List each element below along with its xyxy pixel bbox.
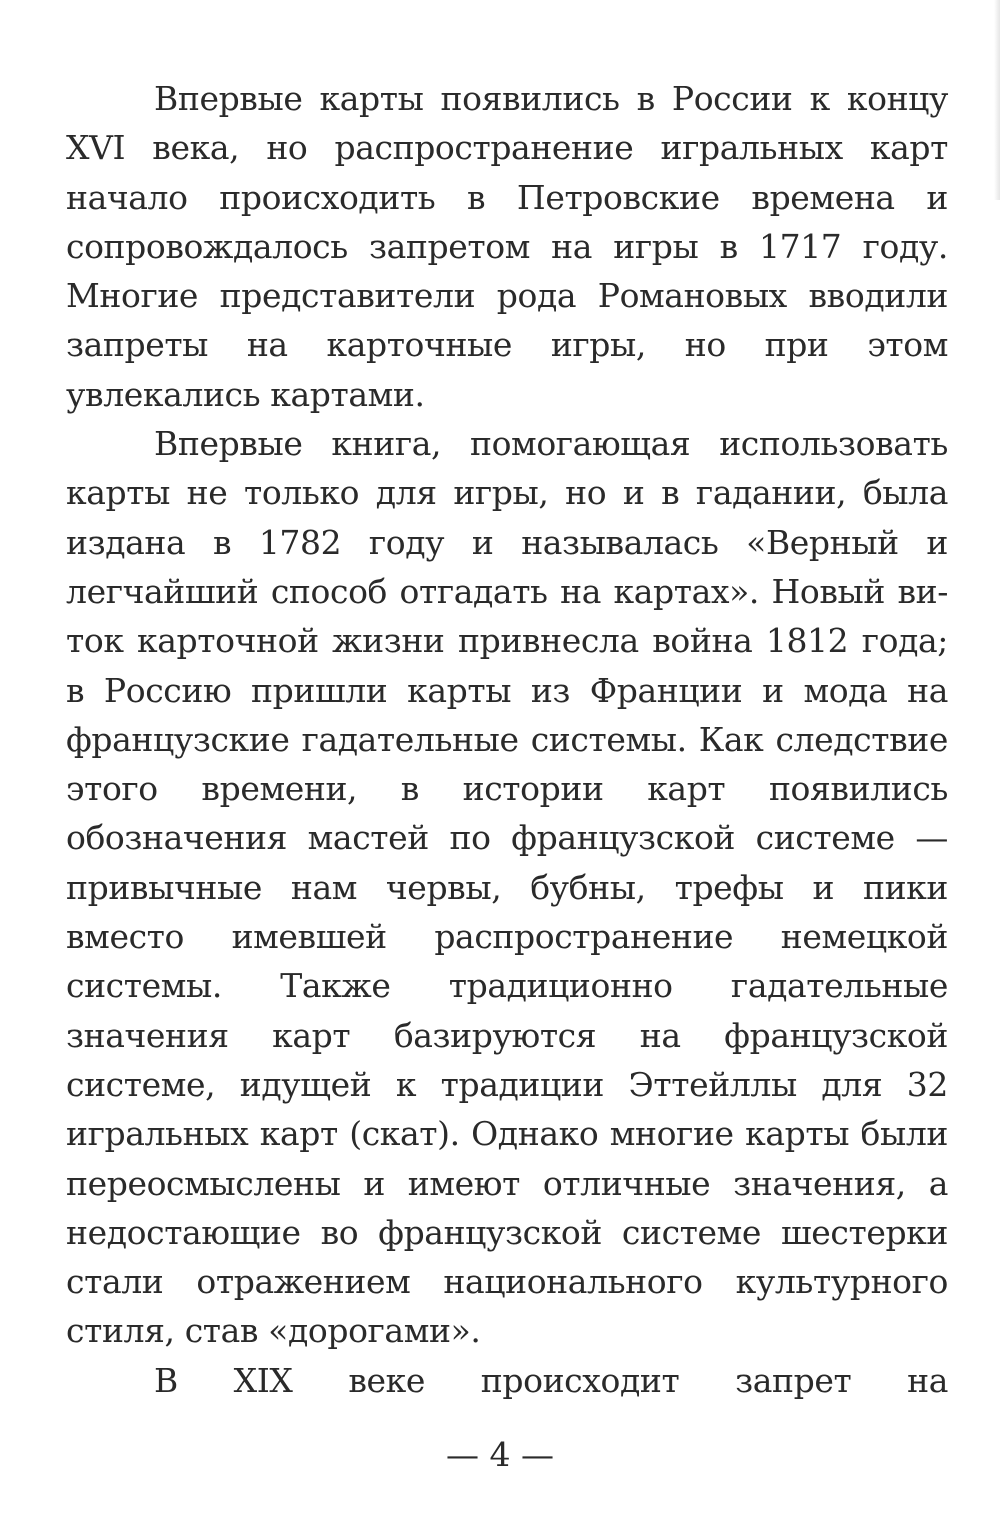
paragraph-2 bbox=[66, 419, 948, 1356]
text-line: стали отражением национального культурного bbox=[66, 1262, 948, 1302]
text-line: системы. Также традиционно гадательные bbox=[66, 966, 948, 1006]
text-line: издана в 1782 году и называлась «Верный и bbox=[66, 522, 948, 562]
text-line: игральных карт (скат). Однако многие карты были bbox=[66, 1114, 948, 1154]
text-line: сопровождалось запретом на игры в 1717 году. bbox=[66, 226, 948, 266]
text-line: переосмыслены и имеют отличные значения, а bbox=[66, 1163, 948, 1203]
text-line: недостающие во французской системе шестерки bbox=[66, 1212, 948, 1252]
text-line: запреты на карточные игры, но при этом bbox=[66, 325, 948, 365]
text-line: карты не только для игры, но и в гадании, была bbox=[66, 473, 948, 513]
text-line: стиля, став «дорогами». bbox=[66, 1311, 481, 1351]
text-line: Многие представители рода Романовых вводили bbox=[66, 276, 948, 316]
text-line: вместо имевшей распространение немецкой bbox=[66, 917, 948, 957]
text-line: начало происходить в Петровские времена и bbox=[66, 177, 948, 217]
page-body-text bbox=[66, 74, 948, 1405]
text-line: В XIX веке происходит запрет на bbox=[154, 1360, 948, 1400]
text-line: Впервые карты появились в России к концу bbox=[154, 79, 948, 118]
page-number: — 4 — bbox=[446, 1435, 554, 1474]
page-edge-shadow bbox=[994, 0, 1000, 200]
text-line: привычные нам червы, бубны, трефы и пики bbox=[66, 867, 948, 907]
text-line: XVI века, но распространение игральных карт bbox=[66, 128, 948, 168]
text-line: увлекались картами. bbox=[66, 374, 425, 414]
text-line: системе, идущей к традиции Эттейллы для 32 bbox=[66, 1064, 948, 1104]
paragraph-3 bbox=[66, 1356, 948, 1405]
text-line: Впервые книга, помогающая использовать bbox=[154, 424, 948, 464]
text-line: французские гадательные системы. Как следствие bbox=[66, 719, 948, 759]
paragraph-1 bbox=[66, 74, 948, 419]
text-line: обозначения мастей по французской системе — bbox=[66, 818, 948, 858]
text-line: значения карт базируются на французской bbox=[66, 1015, 948, 1055]
text-line: легчайший способ отгадать на картах». Новый ви- bbox=[66, 571, 948, 611]
text-line: ток карточной жизни привнесла война 1812 года; bbox=[66, 621, 948, 661]
text-line: этого времени, в истории карт появились bbox=[66, 769, 948, 809]
text-line: в Россию пришли карты из Франции и мода на bbox=[66, 670, 948, 710]
